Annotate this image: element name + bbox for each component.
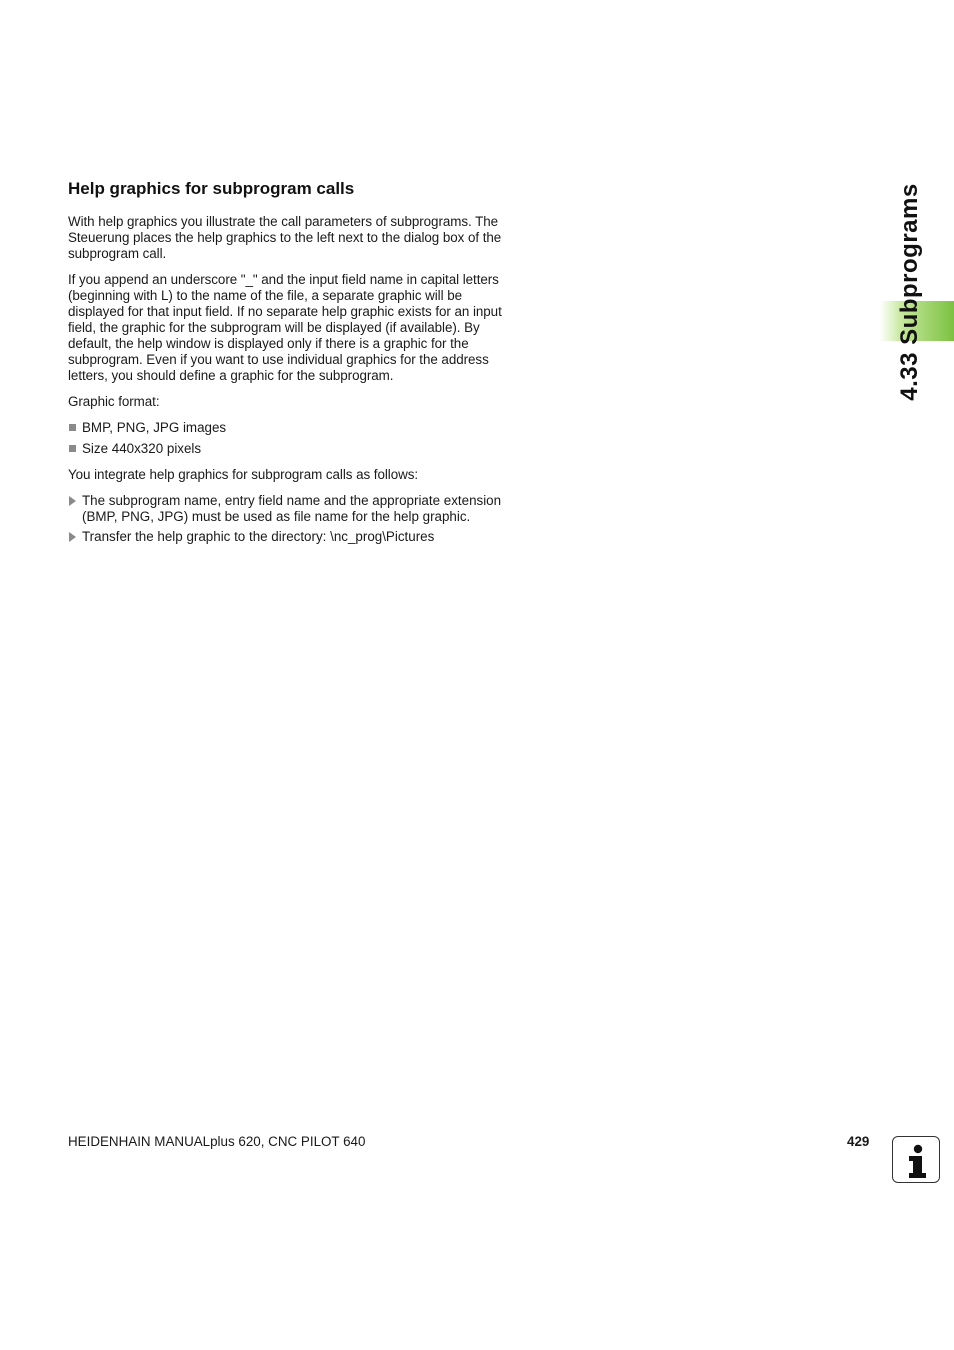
intro-paragraph: With help graphics you illustrate the call parameters of subprograms. The Steuerung places the help graphics to the left next to the dialog box of the subprogram call.	[68, 214, 502, 261]
square-bullet-icon	[69, 445, 76, 452]
step-text: Transfer the help graphic to the directory: \nc_prog\Pictures	[82, 529, 435, 544]
chapter-title: 4.33 Subprograms	[896, 183, 923, 401]
arrow-bullet-icon	[69, 532, 76, 542]
arrow-bullet-icon	[69, 496, 76, 506]
info-icon	[892, 1136, 940, 1183]
square-bullet-icon	[69, 424, 76, 431]
step-item	[68, 493, 513, 525]
list-item-text: BMP, PNG, JPG images	[82, 420, 227, 435]
footer-product: HEIDENHAIN MANUALplus 620, CNC PILOT 640	[68, 1134, 366, 1149]
list-item-text: Size 440x320 pixels	[82, 441, 202, 456]
integrate-intro: You integrate help graphics for subprogram calls as follows:	[68, 467, 419, 482]
list-item	[68, 420, 513, 436]
list-item	[68, 441, 513, 457]
page-number: 429	[847, 1134, 870, 1149]
graphic-format-label: Graphic format:	[68, 394, 160, 409]
step-text: The subprogram name, entry field name and the appropriate extension (BMP, PNG, JPG) must be used as file name for the help graphic.	[82, 493, 502, 524]
section-heading: Help graphics for subprogram calls	[68, 179, 355, 198]
format-list	[68, 420, 513, 457]
underscore-paragraph: If you append an underscore "_" and the input field name in capital letters (beginning with L) to the name of the file, a separate graphic will be displayed for that input field. If no separate help graphic exists for an input field, the graphic for the subprogram will be displayed (if available). By default, the help window is displayed only if there is a graphic for the subprogram. Even if you want to use individual graphics for the address letters, you should define a graphic for the subprogram.	[68, 272, 502, 383]
step-item	[68, 529, 513, 545]
steps-list	[68, 493, 513, 545]
main-content	[68, 178, 513, 555]
